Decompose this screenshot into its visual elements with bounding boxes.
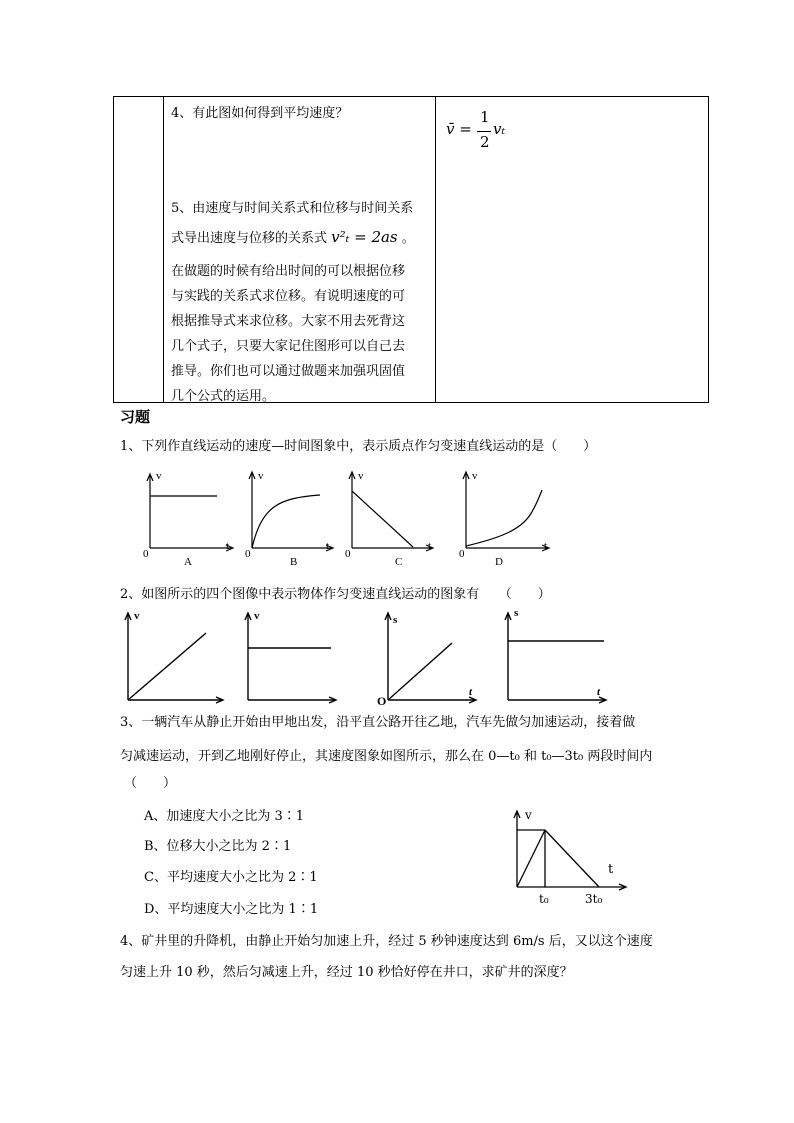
avg-formula-lhs: v̄ = [446, 120, 472, 138]
graph-b-label: B [290, 556, 298, 568]
exercise-3-option-d: D、平均速度大小之比为 1∶1 [144, 902, 319, 917]
question-5-line-2-text: 式导出速度与位移的关系式 [171, 231, 328, 246]
graph-d-origin: 0 [459, 548, 465, 560]
q3-v-label: v [525, 808, 532, 822]
graph-d-t-label: t [544, 540, 548, 552]
q2-graph-3-origin: O [377, 694, 387, 708]
question-5-end: 。 [401, 231, 415, 246]
exercise-3-option-b: B、位移大小之比为 2∶1 [144, 839, 292, 854]
velocity-displacement-formula: v²ₜ = 2as [331, 228, 398, 246]
graph-c-origin: 0 [345, 548, 351, 560]
note-line: 与实践的关系式求位移。有说明速度的可 [171, 289, 406, 304]
graph-d-label: D [495, 556, 503, 568]
q2-graph-3-s-label: s [393, 614, 398, 626]
graph-a-label: A [184, 556, 192, 568]
exercise-3-line-1: 3、一辆汽车从静止开始由甲地出发，沿平直公路开往乙地，汽车先做匀加速运动，接着做 [120, 715, 636, 730]
avg-formula-denominator: 2 [480, 133, 490, 151]
graph-b-v-label: v [258, 470, 264, 482]
q2-graph-4-s-label: s [514, 607, 519, 619]
note-line: 推导。你们也可以通过做题来加强巩固值 [171, 364, 406, 379]
graph-a-origin: 0 [143, 548, 149, 560]
q2-graph-2-v-label: v [254, 610, 260, 622]
graph-c-label: C [395, 556, 403, 568]
exercise-1-text: 1、下列作直线运动的速度—时间图象中，表示质点作匀变速直线运动的是（ ） [120, 439, 597, 454]
note-line: 几个公式的运用。 [171, 389, 276, 404]
graph-c-t-label: t [428, 540, 432, 552]
exercise-2-text: 2、如图所示的四个图像中表示物体作匀变速直线运动的图象有 （ ） [120, 587, 551, 602]
graph-d-v-label: v [472, 470, 478, 482]
graph-a-t-label: t [226, 540, 230, 552]
q2-graph-1-v-label: v [134, 610, 140, 622]
note-line: 在做题的时候有给出时间的可以根据位移 [171, 264, 406, 279]
question-4-text: 4、有此图如何得到平均速度？ [171, 106, 349, 121]
q2-graph-3-t-label: t [469, 686, 473, 698]
graph-b-t-label: t [326, 540, 330, 552]
exercise-3-line-2: 匀减速运动，开到乙地刚好停止，其速度图象如图所示，那么在 0—t₀ 和 t₀—3t₀ 两段时间内 [120, 749, 653, 764]
exercise-3-option-a: A、加速度大小之比为 3∶1 [144, 809, 305, 824]
avg-formula-numerator: 1 [480, 108, 490, 126]
exercises-heading: 习题 [120, 408, 151, 426]
note-line: 几个式子，只要大家记住图形可以自己去 [171, 339, 406, 354]
exercise-4-line-2: 匀速上升 10 秒，然后匀减速上升，经过 10 秒恰好停在井口，求矿井的深度？ [120, 965, 573, 980]
q3-tick-t0: t₀ [539, 892, 549, 906]
q3-t-label: t [608, 862, 614, 877]
exercise-3-option-c: C、平均速度大小之比为 2∶1 [144, 870, 318, 885]
exercise-3-line-3: （ ） [124, 776, 177, 791]
note-line: 根据推导式来求位移。大家不用去死背这 [171, 314, 406, 329]
q2-graph-4-t-label: t [597, 686, 601, 698]
q3-tick-3t0: 3t₀ [585, 892, 603, 906]
question-5-line-1: 5、由速度与时间关系式和位移与时间关系 [171, 201, 414, 216]
avg-formula-var: vₜ [493, 120, 506, 138]
exercise-4-line-1: 4、矿井里的升降机，由静止开始匀加速上升，经过 5 秒钟速度达到 6m/s 后，又以这个速度 [120, 934, 653, 949]
graph-b-origin: 0 [245, 548, 251, 560]
graph-c-v-label: v [358, 470, 364, 482]
graph-a-v-label: v [156, 470, 162, 482]
